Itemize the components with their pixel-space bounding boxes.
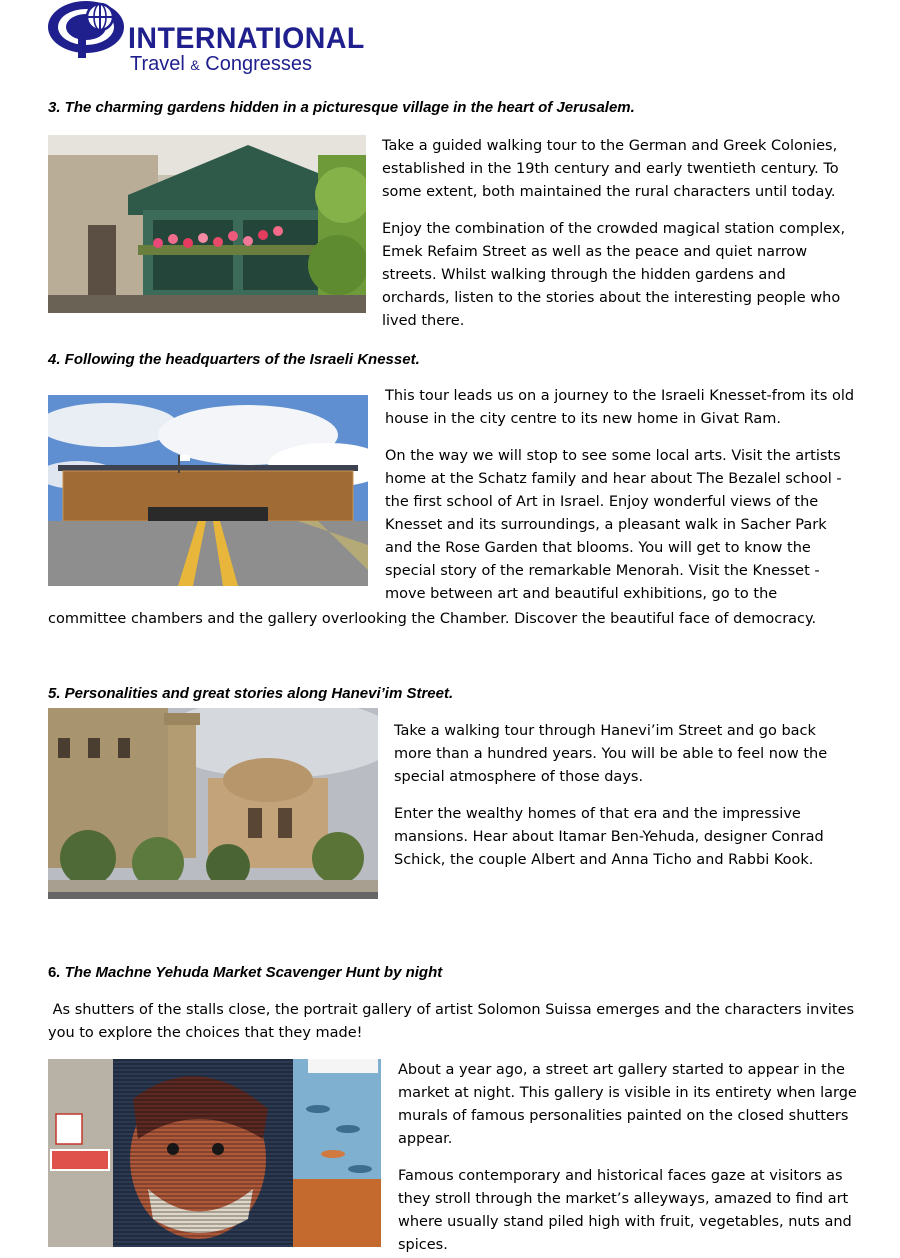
text-line: Famous contemporary and historical faces gaze at visitors as xyxy=(398,1168,843,1184)
text-line: special atmosphere of those days. xyxy=(394,769,644,785)
section-4-continuation: committee chambers and the gallery overlooking the Chamber. Discover the beautiful face of democracy. xyxy=(48,611,817,627)
text-line: Take a walking tour through Hanevi’im Street and go back xyxy=(394,723,816,739)
text-line: the first school of Art in Israel. Enjoy wonderful views of the xyxy=(385,494,819,510)
brand-name: INTERNATIONAL xyxy=(128,22,365,55)
text-line: Take a guided walking tour to the German and Greek Colonies, xyxy=(382,138,838,154)
text-line: lived there. xyxy=(382,313,465,329)
text-line: move between art and beautiful exhibitions, go to the xyxy=(385,586,778,602)
section-6-paragraph-1 xyxy=(398,1059,868,1151)
text-line: spices. xyxy=(398,1237,448,1253)
text-line: more than a hundred years. You will be able to feel now the xyxy=(394,746,828,762)
globe-logo-icon xyxy=(48,0,138,60)
section-4-paragraph-2 xyxy=(385,445,865,606)
text-line: murals of famous personalities painted on the closed shutters xyxy=(398,1108,849,1124)
section-6-number: 6 xyxy=(48,964,57,981)
text-line: where usually stand piled high with fruit, vegetables, nuts and xyxy=(398,1214,852,1230)
company-logo xyxy=(48,0,368,80)
section-6-heading xyxy=(48,963,442,983)
section-6-text xyxy=(398,1059,868,1257)
text-line: established in the 19th century and early twentieth century. To xyxy=(382,161,839,177)
text-line: home at the Schatz family and hear about The Bezalel school - xyxy=(385,471,842,487)
german-colony-photo xyxy=(48,135,366,313)
tagline-amp: & xyxy=(190,57,200,73)
section-5-heading: 5. Personalities and great stories along Hanevi’im Street. xyxy=(48,685,454,702)
text-line: Enjoy the combination of the crowded magical station complex, xyxy=(382,221,846,237)
text-line: Schick, the couple Albert and Anna Ticho and Rabbi Kook. xyxy=(394,852,814,868)
tagline-part2: Congresses xyxy=(205,53,313,75)
section-6-intro xyxy=(48,999,888,1045)
section-4-paragraph-1 xyxy=(385,385,865,431)
text-line: appear. xyxy=(398,1131,453,1147)
text-line: Enter the wealthy homes of that era and the impressive xyxy=(394,806,801,822)
text-line: Knesset and its surroundings, a pleasant walk in Sacher Park xyxy=(385,517,827,533)
section-3-paragraph-2 xyxy=(382,218,852,333)
text-line: streets. Whilst walking through the hidden gardens and xyxy=(382,267,786,283)
text-line: About a year ago, a street art gallery started to appear in the xyxy=(398,1062,845,1078)
section-6-paragraph-2 xyxy=(398,1165,868,1257)
section-3-text xyxy=(382,135,852,333)
text-line: market at night. This gallery is visible in its entirety when large xyxy=(398,1085,857,1101)
section-4-heading: 4. Following the headquarters of the Israeli Knesset. xyxy=(48,351,420,368)
text-line: you to explore the choices that they made! xyxy=(48,1025,363,1041)
text-line: and the Rose Garden that blooms. You will get to know the xyxy=(385,540,811,556)
text-line: orchards, listen to the stories about the interesting people who xyxy=(382,290,841,306)
haneviim-street-photo xyxy=(48,708,378,899)
text-line: mansions. Hear about Itamar Ben-Yehuda, designer Conrad xyxy=(394,829,824,845)
text-line: On the way we will stop to see some local arts. Visit the artists xyxy=(385,448,841,464)
section-3-paragraph-1 xyxy=(382,135,852,204)
text-line: house in the city centre to its new home in Givat Ram. xyxy=(385,411,781,427)
section-5-paragraph-1 xyxy=(394,720,864,789)
text-line: This tour leads us on a journey to the Israeli Knesset-from its old xyxy=(385,388,855,404)
section-5-paragraph-2 xyxy=(394,803,864,872)
text-line: they stroll through the market’s alleyways, amazed to find art xyxy=(398,1191,849,1207)
text-line: special story of the remarkable Menorah. Visit the Knesset - xyxy=(385,563,820,579)
section-4-text xyxy=(385,385,865,606)
section-5-text xyxy=(394,720,864,872)
section-3-heading: 3. The charming gardens hidden in a picturesque village in the heart of Jerusalem. xyxy=(48,99,635,116)
tagline-part1: Travel xyxy=(130,53,185,75)
text-line: As shutters of the stalls close, the portrait gallery of artist Solomon Suissa emerges and the characters invites xyxy=(48,1002,855,1018)
market-mural-photo xyxy=(48,1059,381,1247)
text-line: Emek Refaim Street as well as the peace and quiet narrow xyxy=(382,244,808,260)
section-6-title: . The Machne Yehuda Market Scavenger Hunt by night xyxy=(56,964,443,981)
brand-tagline xyxy=(130,53,312,76)
knesset-photo xyxy=(48,395,368,586)
text-line: some extent, both maintained the rural characters until today. xyxy=(382,184,836,200)
